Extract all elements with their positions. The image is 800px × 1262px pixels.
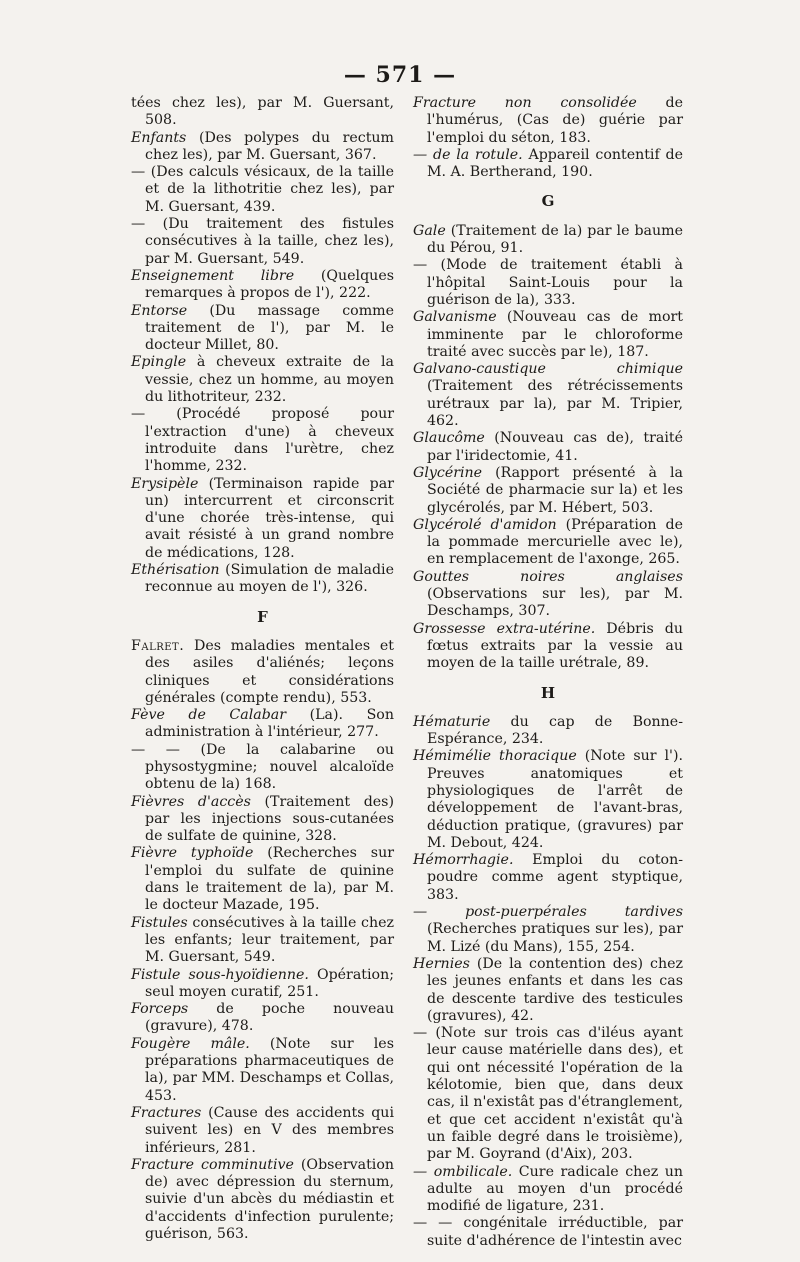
index-entry [131, 562, 394, 597]
entry-headword: — ombilicale. [413, 1163, 513, 1180]
index-entry [413, 223, 683, 258]
entry-body: de poche nouveau (gravure), 478. [145, 1001, 394, 1035]
index-entry [131, 845, 394, 914]
entry-body: (Recherches pratiques sur les), par M. Lizé (du Mans), 155, 254. [427, 921, 683, 955]
entry-headword: Hématurie [413, 713, 491, 730]
entry-body: (La). Son administration à l'intérieur, 277. [145, 707, 394, 741]
entry-body: (Note sur l'). Preuves anatomiques et physiologiques de l'arrêt de développement de l'avant-bras, déduction pratique, (gravures) par M. Debout, 424. [427, 748, 683, 851]
entry-headword: Fractures [131, 1104, 202, 1121]
index-entry [413, 1025, 683, 1163]
index-entry [131, 354, 394, 406]
entry-headword: Glaucôme [413, 430, 485, 447]
entry-body: (Traitement des) par les injections sous-cutanées de sulfate de quinine, 328. [145, 793, 394, 845]
entry-headword: Fracture comminutive [131, 1156, 294, 1173]
entry-body: (Nouveau cas de mort imminente par le chloroforme traité avec succès par le), 187. [427, 309, 683, 360]
entry-body: (Préparation de la pommade mercurielle avec le), en remplacement de l'axonge, 265. [427, 516, 683, 568]
entry-headword: Falret. [131, 637, 185, 654]
index-entry [131, 794, 394, 846]
index-entry [413, 95, 683, 147]
entry-body: — — (De la calabarine ou physostygmine; nouvel alcaloïde obtenu de la) 168. [131, 741, 394, 793]
entry-body: (Quelques remarques à propos de l'), 222. [145, 267, 394, 302]
right-column [413, 95, 683, 1250]
entry-body: Débris du fœtus extraits par la vessie au moyen de la taille urétrale, 89. [427, 620, 683, 672]
entry-headword: — post-puerpérales tardives [413, 904, 683, 921]
entry-headword: Glycérine [413, 464, 483, 481]
entry-headword: Fève de Calabar [131, 707, 287, 724]
entry-body: — — congénitale irréductible, par suite d'adhérence de l'intestin avec [413, 1215, 683, 1249]
index-entry [131, 268, 394, 303]
index-entry [131, 95, 394, 130]
entry-body: (Rapport présenté à la Société de pharmacie sur la) et les glycérolés, par M. Hébert, 503. [427, 464, 683, 516]
entry-headword: Gale [413, 222, 446, 239]
entry-headword: Glycérolé d'amidon [413, 516, 557, 533]
entry-body: — (Des calculs vésicaux, de la taille et de la lithotritie chez les), par M. Guersant, 439. [131, 164, 394, 215]
index-entry [413, 1215, 683, 1250]
entry-body: Cure radicale chez un adulte au moyen d'un procédé modifié de ligature, 231. [427, 1163, 684, 1215]
entry-headword: Hémorrhagie. [413, 852, 514, 869]
entry-body: — (Mode de traitement établi à l'hôpital Saint-Louis pour la guérison de la), 333. [413, 257, 683, 308]
index-entry [413, 714, 683, 749]
index-entry [413, 748, 683, 852]
entry-headword: Hémimélie thoracique [413, 748, 577, 765]
left-column [131, 95, 394, 1243]
entry-headword: Enseignement libre [131, 267, 295, 284]
entry-body: (Du massage comme traitement de l'), par M. le docteur Millet, 80. [145, 302, 394, 354]
entry-body: Emploi du coton-poudre comme agent styptique, 383. [427, 852, 683, 903]
entry-headword: Gouttes noires anglaises [413, 568, 683, 585]
entry-headword: Fistule sous-hyoïdienne. [131, 966, 309, 983]
index-entry [413, 569, 683, 621]
entry-headword: Galvano-caustique chimique [413, 361, 683, 378]
index-entry [413, 257, 683, 309]
section-letter: F [257, 607, 268, 626]
entry-body: de l'humérus, (Cas de) guérie par l'emploi du séton, 183. [427, 95, 683, 146]
index-entry [413, 309, 683, 361]
entry-body: (Traitement de la) par le baume du Pérou, 91. [427, 222, 683, 257]
index-entry [131, 742, 394, 794]
entry-body: (Recherches sur l'emploi du sulfate de quinine dans le traitement de la), par M. le docteur Mazade, 195. [145, 845, 394, 914]
entry-body: consécutives à la taille chez les enfants; leur traitement, par M. Guersant, 549. [145, 914, 394, 966]
section-letter: H [540, 683, 556, 702]
index-entry [413, 147, 683, 182]
index-entry [131, 476, 394, 562]
index-entry [413, 904, 683, 956]
entry-body: Des maladies mentales et des asiles d'aliénés; leçons cliniques et considérations générales (compte rendu), 553. [145, 637, 394, 706]
section-letter: G [541, 192, 555, 211]
index-entry [131, 303, 394, 355]
entry-body: à cheveux extraite de la vessie, chez un homme, au moyen du lithotriteur, 232. [145, 354, 394, 406]
index-entry [131, 1036, 394, 1105]
page-number: — 571 — [343, 62, 457, 88]
index-entry [131, 164, 394, 216]
entry-headword: Fougère mâle. [131, 1035, 250, 1052]
entry-body: (Observation de) avec dépression du sternum, suivie d'un abcès du médiastin et d'accidents d'infection purulente; guérison, 563. [145, 1156, 394, 1242]
entry-body: (Note sur les préparations pharmaceutiques de la), par MM. Deschamps et Collas, 453. [145, 1035, 394, 1104]
entry-headword: — de la rotule. [413, 146, 523, 163]
entry-body: — (Note sur trois cas d'iléus ayant leur cause matérielle dans des), et qui ont nécessité l'opération de la kélotomie, bien que, dans deux cas, il n'existât pas d'étranglement, et que cet accident n'existât qu'à un faible degré dans le troisième), par M. Goyrand (d'Aix), 203. [413, 1025, 683, 1163]
entry-headword: Forceps [131, 1001, 189, 1018]
index-entry [131, 1105, 394, 1157]
index-entry [131, 406, 394, 475]
index-entry [131, 216, 394, 268]
entry-headword: Fistules [131, 914, 188, 931]
entry-headword: Galvanisme [413, 309, 497, 326]
index-entry [131, 638, 394, 707]
index-entry [413, 956, 683, 1025]
index-entry [413, 852, 683, 904]
entry-body: — (Procédé proposé pour l'extraction d'une) à cheveux introduite dans l'urètre, chez l'homme, 232. [131, 406, 394, 475]
index-entry [413, 465, 683, 517]
index-entry [131, 1157, 394, 1243]
entry-body: — (Du traitement des fistules consécutives à la taille, chez les), par M. Guersant, 549. [131, 216, 394, 267]
index-entry [131, 130, 394, 165]
entry-body: Appareil contentif de M. A. Bertherand, 190. [427, 146, 683, 181]
index-entry [131, 1001, 394, 1036]
index-entry [413, 430, 683, 465]
entry-body: (Cause des accidents qui suivent les) en V des membres inférieurs, 281. [145, 1104, 394, 1156]
entry-headword: Enfants [131, 129, 187, 146]
index-entry [413, 517, 683, 569]
entry-headword: Epingle [131, 354, 187, 371]
entry-body: (Des polypes du rectum chez les), par M. Guersant, 367. [145, 129, 394, 163]
entry-body: (Nouveau cas de), traité par l'iridectomie, 41. [427, 430, 683, 464]
index-entry [413, 361, 683, 430]
entry-headword: Grossesse extra-utérine. [413, 620, 596, 637]
index-entry [413, 1164, 683, 1216]
entry-body: (Traitement des rétrécissements urétraux par la), par M. Tripier, 462. [427, 378, 683, 430]
entry-body: du cap de Bonne-Espérance, 234. [427, 713, 683, 748]
entry-headword: Fièvre typhoïde [131, 845, 254, 862]
index-entry [131, 967, 394, 1002]
index-entry [413, 621, 683, 673]
entry-headword: Erysipèle [131, 475, 199, 492]
entry-body: (Observations sur les), par M. Deschamps, 307. [427, 586, 683, 620]
entry-body: Opération; seul moyen curatif, 251. [145, 966, 394, 1000]
index-entry [131, 707, 394, 742]
index-entry [131, 915, 394, 967]
entry-headword: Hernies [413, 955, 470, 972]
entry-body: (De la contention des) chez les jeunes enfants et dans les cas de descente tardive des testicules (gravures), 42. [427, 955, 683, 1024]
entry-headword: Entorse [131, 302, 188, 319]
entry-headword: Fracture non consolidée [413, 95, 637, 111]
entry-body: (Terminaison rapide par un) intercurrent et circonscrit d'une chorée très-intense, qui avait résisté à un grand nombre de médications, 128. [145, 475, 394, 561]
entry-body: tées chez les), par M. Guersant, 508. [131, 95, 394, 129]
entry-body: (Simulation de maladie reconnue au moyen de l'), 326. [145, 562, 394, 596]
entry-headword: Ethérisation [131, 562, 220, 579]
entry-headword: Fièvres d'accès [131, 793, 251, 810]
